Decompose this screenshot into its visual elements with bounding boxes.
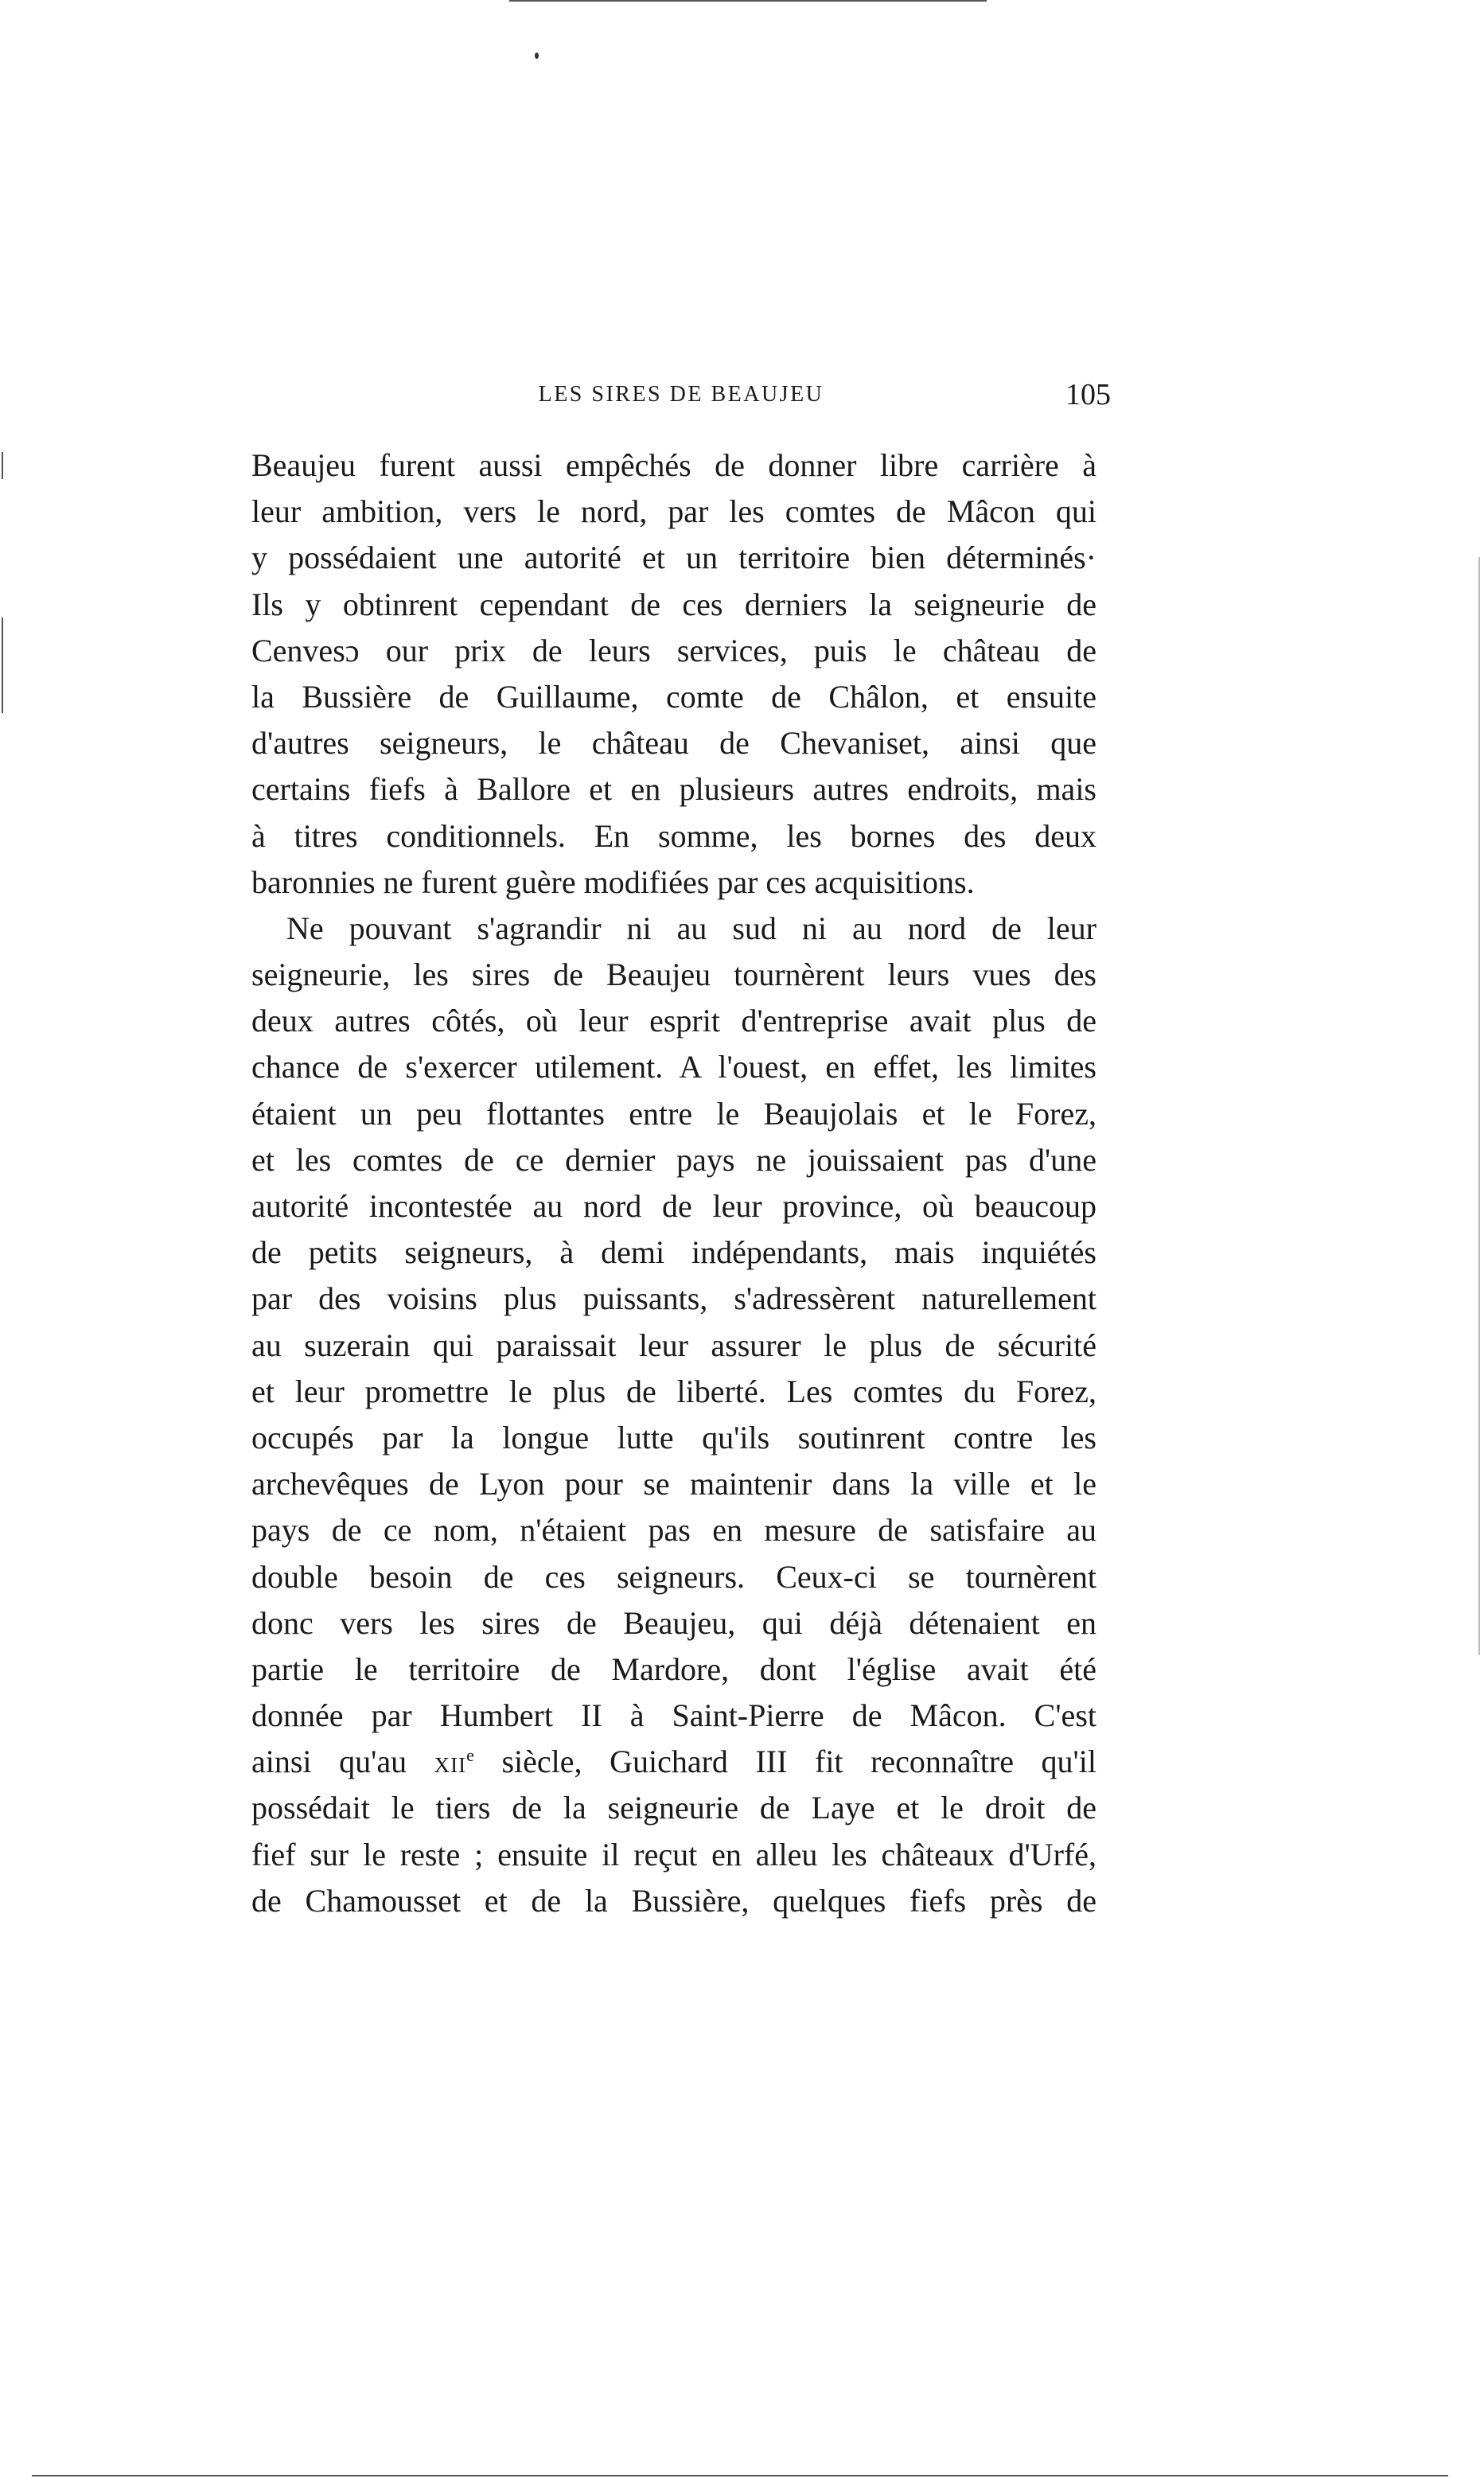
text-line: Beaujeu furent aussi empêchés de donner libre carrière à <box>251 447 1096 483</box>
text-line: et leur promettre le plus de liberté. Les comtes du Forez, <box>251 1373 1096 1409</box>
text-fragment: siècle, Guichard III fit reconnaître qu'il <box>473 1744 1096 1780</box>
text-line: seigneurie, les sires de Beaujeu tournèrent leurs vues des <box>251 957 1096 993</box>
text-line: double besoin de ces seigneurs. Ceux-ci se tournèrent <box>251 1558 1096 1595</box>
text-line: la Bussière de Guillaume, comte de Châlon, et ensuite <box>251 678 1096 715</box>
running-head <box>251 371 1111 419</box>
text-line: Ne pouvant s'agrandir ni au sud ni au nord de leur <box>286 910 1096 946</box>
scan-edge-top <box>509 0 987 2</box>
text-line: de petits seigneurs, à demi indépendants, mais inquiétés <box>251 1234 1096 1271</box>
page-number: 105 <box>1065 378 1111 411</box>
scan-mark-left <box>2 618 3 713</box>
scan-speck <box>535 53 539 59</box>
text-line: archevêques de Lyon pour se maintenir dans la ville et le <box>251 1466 1096 1502</box>
text-line: certains fiefs à Ballore et en plusieurs autres endroits, mais <box>251 771 1096 808</box>
text-line: possédait le tiers de la seigneurie de Laye et le droit de <box>251 1790 1096 1826</box>
text-line: Ils y obtinrent cependant de ces derniers la seigneurie de <box>251 586 1096 622</box>
scan-edge-bottom <box>32 2475 1448 2476</box>
text-line: de Chamousset et de la Bussière, quelques fiefs près de <box>251 1882 1096 1919</box>
text-line: au suzerain qui paraissait leur assurer le plus de sécurité <box>251 1327 1096 1363</box>
text-line: par des voisins plus puissants, s'adressèrent naturellement <box>251 1280 1096 1317</box>
scan-mark-left <box>2 452 3 479</box>
text-line: occupés par la longue lutte qu'ils soutinrent contre les <box>251 1419 1096 1455</box>
text-line: partie le territoire de Mardore, dont l'église avait été <box>251 1650 1096 1687</box>
text-line: à titres conditionnels. En somme, les bornes des deux <box>251 817 1096 854</box>
text-line: d'autres seigneurs, le château de Chevaniset, ainsi que <box>251 725 1096 762</box>
text-line: deux autres côtés, où leur esprit d'entreprise avait plus de <box>251 1003 1096 1039</box>
text-line: Cenvesɔ our prix de leurs services, puis le château de <box>251 632 1096 668</box>
text-line: leur ambition, vers le nord, par les comtes de Mâcon qui <box>251 493 1096 530</box>
text-line: étaient un peu flottantes entre le Beaujolais et le Forez, <box>251 1095 1096 1132</box>
text-line: et les comtes de ce dernier pays ne jouissaient pas d'une <box>251 1141 1096 1178</box>
text-line: autorité incontestée au nord de leur province, où beaucoup <box>251 1188 1096 1224</box>
text-line: baronnies ne furent guère modifiées par ces acquisitions. <box>251 863 975 900</box>
superscript: e <box>466 1745 474 1766</box>
text-line: donc vers les sires de Beaujeu, qui déjà détenaient en <box>251 1604 1096 1641</box>
text-line: fief sur le reste ; ensuite il reçut en alleu les châteaux d'Urfé, <box>251 1836 1096 1872</box>
body-text <box>251 442 1096 1924</box>
scan-mark-right <box>1478 557 1480 1655</box>
text-line: y possédaient une autorité et un territoire bien déterminés· <box>251 540 1096 576</box>
century-numeral: XII <box>434 1753 467 1778</box>
running-title: LES SIRES DE BEAUJEU <box>538 382 824 407</box>
text-line <box>251 1739 1096 1785</box>
text-line: pays de ce nom, n'étaient pas en mesure de satisfaire au <box>251 1512 1096 1549</box>
text-line: chance de s'exercer utilement. A l'ouest, en effet, les limites <box>251 1049 1096 1085</box>
text-fragment: ainsi qu'au <box>251 1744 434 1780</box>
text-line: donnée par Humbert II à Saint-Pierre de Mâcon. C'est <box>251 1697 1096 1734</box>
